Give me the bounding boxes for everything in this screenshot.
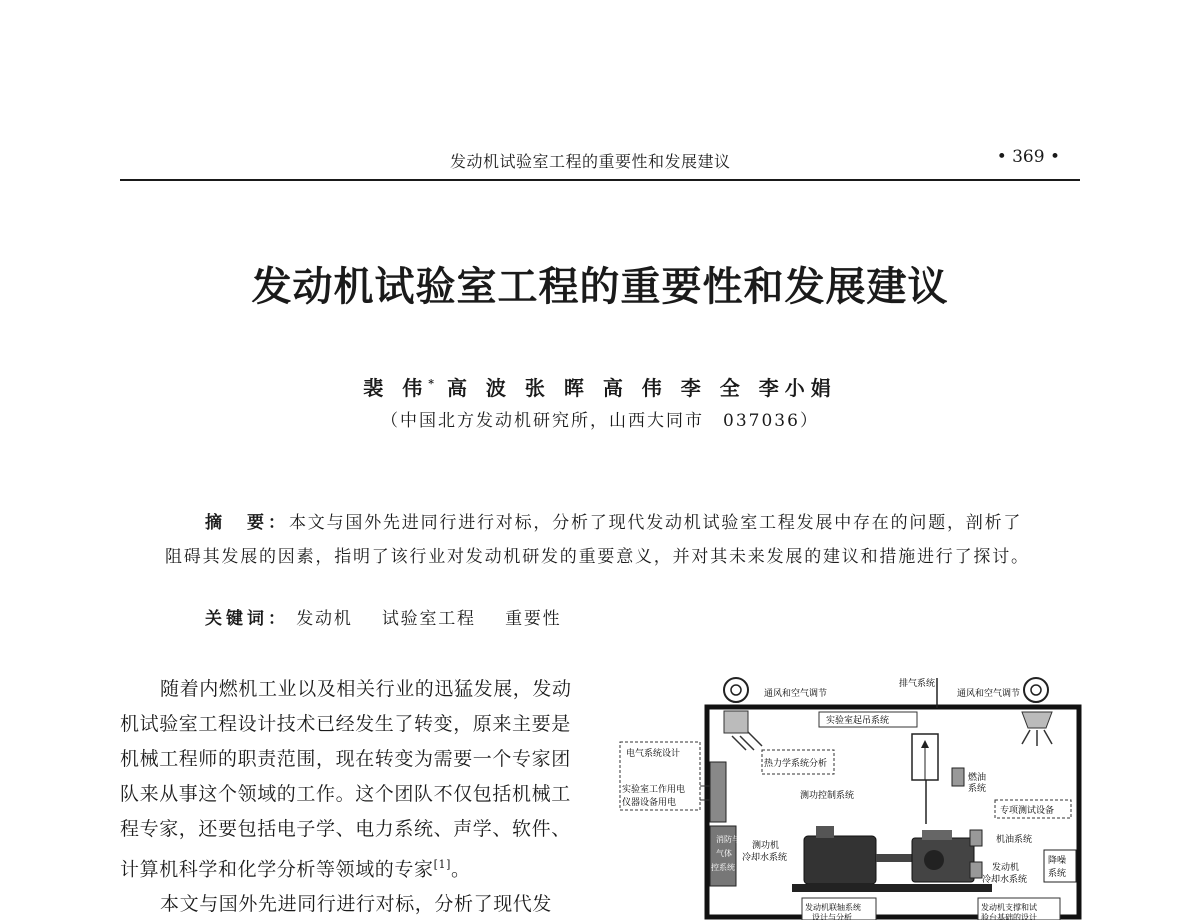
label-shaft-analysis: 设计与分析 [812, 913, 852, 920]
author: 裴 伟 [363, 376, 429, 400]
corresponding-author-mark: * [428, 377, 434, 390]
label-noise-system: 系统 [1048, 869, 1067, 879]
label-noise: 降噪 [1048, 856, 1067, 866]
test-lab-diagram [612, 664, 1104, 920]
engine [912, 830, 974, 882]
author: 高 伟 [602, 376, 668, 400]
label-electrical-design: 电气系统设计 [626, 749, 681, 759]
test-bed-base [792, 884, 992, 892]
author: 李 全 [680, 376, 746, 400]
coolant-unit [970, 862, 982, 878]
fan-icon [1024, 678, 1048, 702]
fuel-tank [952, 768, 964, 786]
label-vent-left: 通风和空气调节 [764, 689, 828, 699]
label-special-equipment: 专项测试设备 [1000, 806, 1055, 816]
label-thermal: 热力学系统分析 [764, 759, 828, 769]
label-fire-2: 气体 [716, 849, 732, 858]
label-crane: 实验室起吊系统 [826, 716, 890, 726]
label-fuel-system: 系统 [968, 784, 987, 794]
keyword: 重要性 [505, 609, 562, 629]
label-instrument-power: 仪器设备用电 [622, 798, 677, 808]
label-dyno-cooling: 测功机 [752, 841, 780, 851]
dynamometer [804, 826, 922, 884]
label-engine-cooling: 发动机 [992, 863, 1020, 873]
label-exhaust: 排气系统 [899, 679, 936, 689]
citation: [1] [433, 858, 451, 871]
paragraph-text: 随着内燃机工业以及相关行业的迅猛发展，发动机试验室工程设计技术已经发生了转变，原来主要是机械工程师的职责范围，现在转变为需要一个专家团队来从事这个领域的工作。这个团队不仅包括机械工程专家，还要包括电子学、电力系统、声学、软件、计算机科学和化学分析等领域的专家 [120, 678, 572, 881]
keyword: 发动机 [296, 609, 353, 629]
fan-icon [724, 678, 748, 702]
author-list [0, 372, 1200, 401]
running-head [120, 145, 1080, 181]
diagram-canvas [612, 664, 1104, 920]
author: 李小娟 [758, 376, 837, 400]
exhaust-stack [912, 678, 938, 824]
keywords-label: 关键词： [205, 609, 289, 629]
label-fuel: 燃油 [968, 773, 987, 783]
label-vent-right: 通风和空气调节 [957, 689, 1021, 699]
author: 张 晖 [524, 376, 590, 400]
label-shaft: 发动机联轴系统 [805, 903, 861, 912]
label-engine-cooling-water: 冷却水系统 [982, 875, 1028, 885]
abstract-text: 本文与国外先进同行进行对标，分析了现代发动机试验室工程发展中存在的问题，剖析了阻碍其发展的因素，指明了该行业对发动机研发的重要意义，并对其未来发展的建议和措施进行了探讨。 [165, 513, 1030, 567]
body-paragraph [120, 672, 582, 887]
label-oil: 机油系统 [996, 835, 1033, 845]
paragraph-end: 。 [451, 858, 471, 881]
label-measure-control: 测功控制系统 [800, 791, 855, 801]
paper-title: 发动机试验室工程的重要性和发展建议 [251, 264, 949, 310]
outlet-vent-icon [1022, 712, 1052, 746]
label-fire-3: 控系统 [711, 863, 735, 872]
page-number: • 369 • [996, 147, 1060, 167]
label-lab-power: 实验室工作用电 [622, 785, 686, 795]
label-support-design: 验台基础的设计 [981, 913, 1037, 920]
abstract-label: 摘 要： [205, 513, 289, 533]
affiliation: （中国北方发动机研究所，山西大同市 037036） [381, 411, 819, 431]
label-fire-1: 消防与 [716, 835, 740, 844]
running-title: 发动机试验室工程的重要性和发展建议 [450, 152, 731, 171]
author: 高 波 [446, 376, 512, 400]
power-cabinet [710, 762, 726, 822]
keyword: 试验室工程 [381, 609, 476, 629]
label-dyno-cooling-water: 冷却水系统 [742, 853, 788, 863]
vent-icon [724, 711, 762, 750]
body-text [120, 672, 582, 922]
abstract [165, 506, 1035, 574]
keywords [205, 604, 583, 629]
body-paragraph: 本文与国外先进同行进行对标，分析了现代发 [160, 893, 553, 916]
label-support: 发动机支撑和试 [981, 903, 1037, 912]
oil-unit [970, 830, 982, 846]
